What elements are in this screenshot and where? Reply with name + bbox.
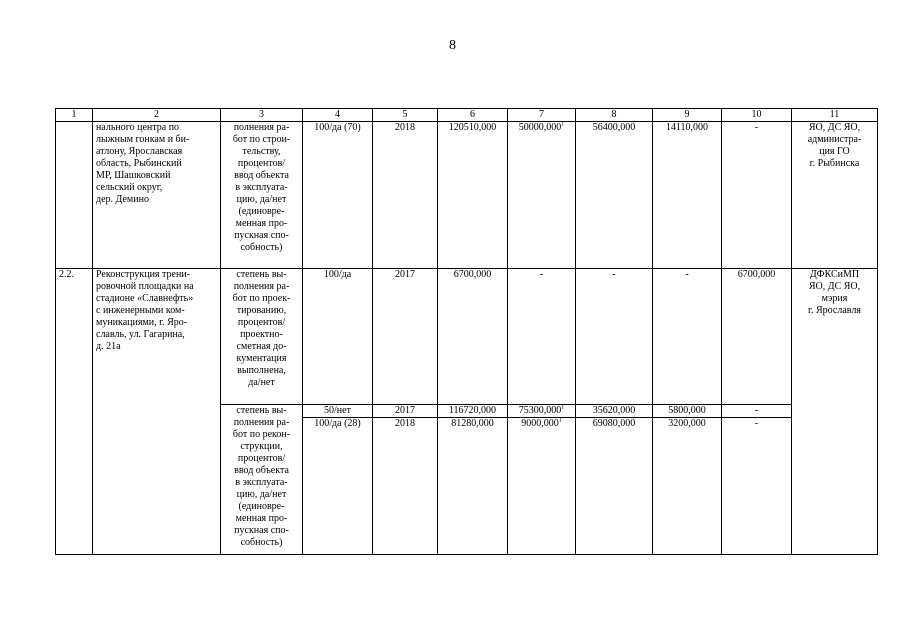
column-number-cell: 2 bbox=[93, 109, 221, 122]
federal-cell bbox=[508, 405, 576, 418]
total-cell: 120510,000 bbox=[438, 122, 508, 269]
municipal-cell: 14110,000 bbox=[653, 122, 722, 269]
regional-cell: - bbox=[576, 269, 653, 405]
regional-cell: 56400,000 bbox=[576, 122, 653, 269]
column-number-cell: 11 bbox=[792, 109, 878, 122]
column-number-cell: 4 bbox=[303, 109, 373, 122]
column-number-row bbox=[56, 109, 878, 122]
regional-cell: 35620,000 bbox=[576, 405, 653, 418]
regional-cell: 69080,000 bbox=[576, 418, 653, 555]
column-number-cell: 6 bbox=[438, 109, 508, 122]
footnote-mark: 1 bbox=[558, 417, 562, 424]
indicator-value-cell: 100/да bbox=[303, 269, 373, 405]
year-cell: 2018 bbox=[373, 418, 438, 555]
total-cell: 81280,000 bbox=[438, 418, 508, 555]
federal-value: 75300,000 bbox=[518, 405, 562, 416]
extra-budget-cell: 6700,000 bbox=[722, 269, 792, 405]
column-number-cell: 5 bbox=[373, 109, 438, 122]
footnote-mark: 1 bbox=[561, 404, 565, 411]
federal-cell: - bbox=[508, 269, 576, 405]
municipal-cell: 5800,000 bbox=[653, 405, 722, 418]
year-cell: 2018 bbox=[373, 122, 438, 269]
extra-budget-cell: - bbox=[722, 418, 792, 555]
executor-cell: ДФКСиМП ЯО, ДС ЯО, мэрия г. Ярославля bbox=[792, 269, 878, 555]
municipal-cell: - bbox=[653, 269, 722, 405]
federal-cell bbox=[508, 122, 576, 269]
row-number-cell bbox=[56, 122, 93, 269]
column-number-cell: 9 bbox=[653, 109, 722, 122]
federal-value: 9000,000 bbox=[521, 418, 559, 429]
column-number-cell: 3 bbox=[221, 109, 303, 122]
page-number: 8 bbox=[449, 38, 456, 53]
object-name-cell: Реконструкция трени- ровочной площадки на стадионе «Славнефть» с инженерными ком- муникациями, г. Яро- славль, ул. Гагарина, д. 21а bbox=[93, 269, 221, 555]
indicator-value-cell: 100/да (28) bbox=[303, 418, 373, 555]
indicator-value-cell: 100/да (70) bbox=[303, 122, 373, 269]
total-cell: 116720,000 bbox=[438, 405, 508, 418]
row-number-cell: 2.2. bbox=[56, 269, 93, 555]
year-cell: 2017 bbox=[373, 269, 438, 405]
table-row bbox=[56, 269, 878, 405]
indicator-cell: степень вы- полнения ра- бот по проек- тированию, процентов/ проектно- сметная до- кументация выполнена, да/нет bbox=[221, 269, 303, 405]
program-table bbox=[55, 108, 878, 555]
executor-cell: ЯО, ДС ЯО, администра- ция ГО г. Рыбинска bbox=[792, 122, 878, 269]
column-number-cell: 10 bbox=[722, 109, 792, 122]
indicator-cell: полнения ра- бот по строи- тельству, процентов/ ввод объекта в эксплуата- цию, да/нет (единовре- менная про- пускная спо- собность) bbox=[221, 122, 303, 269]
extra-budget-cell: - bbox=[722, 405, 792, 418]
year-cell: 2017 bbox=[373, 405, 438, 418]
footnote-mark: 1 bbox=[561, 121, 565, 128]
object-name-cell: нального центра по лыжным гонкам и би- атлону, Ярославская область, Рыбинский МР, Шашковский сельский округ, дер. Демино bbox=[93, 122, 221, 269]
federal-cell bbox=[508, 418, 576, 555]
column-number-cell: 1 bbox=[56, 109, 93, 122]
federal-value: 50000,000 bbox=[518, 122, 562, 133]
extra-budget-cell: - bbox=[722, 122, 792, 269]
column-number-cell: 7 bbox=[508, 109, 576, 122]
column-number-cell: 8 bbox=[576, 109, 653, 122]
table-row bbox=[56, 122, 878, 269]
total-cell: 6700,000 bbox=[438, 269, 508, 405]
municipal-cell: 3200,000 bbox=[653, 418, 722, 555]
indicator-value-cell: 50/нет bbox=[303, 405, 373, 418]
indicator-cell: степень вы- полнения ра- бот по рекон- струкции, процентов/ ввод объекта в эксплуата- цию, да/нет (единовре- менная про- пускная спо- собность) bbox=[221, 405, 303, 555]
